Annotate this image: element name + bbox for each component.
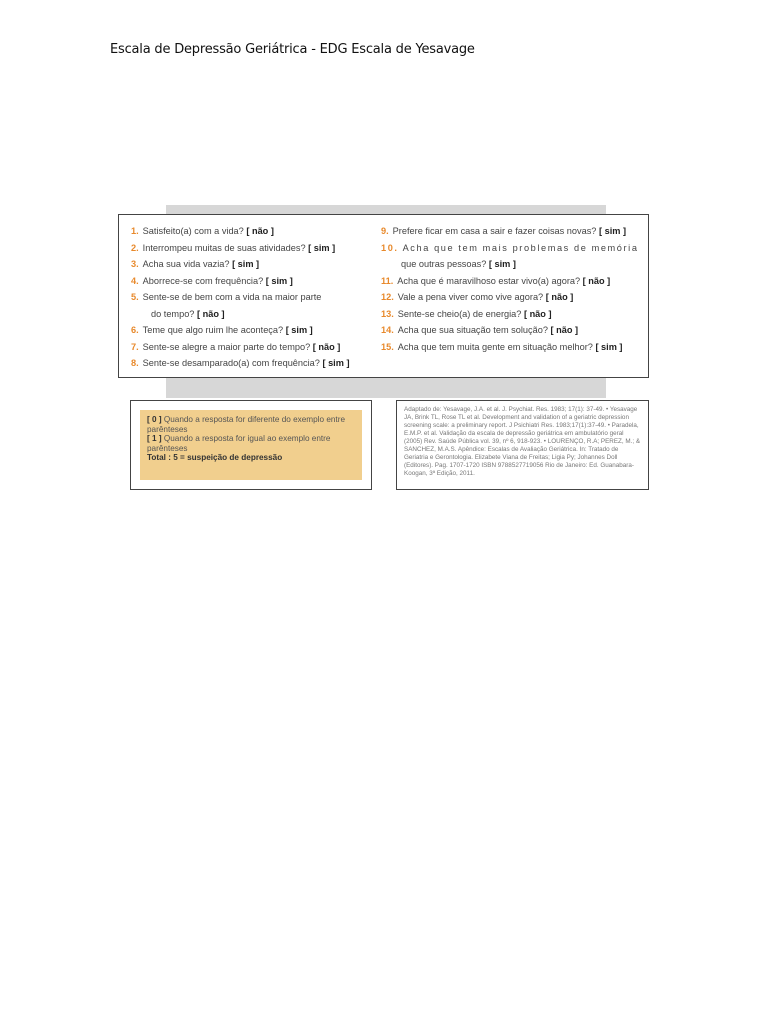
question-item: [131, 240, 381, 257]
question-item: [131, 273, 381, 290]
question-text: Acha que sua situação tem solução?: [397, 325, 548, 335]
reference-box: Adaptado de: Yesavage, J.A. et al. J. Psychiat. Res. 1983; 17(1): 37-49. • Yesavage JA, Brink TL, Rose TL et al. Development and validation of a geriatric depression screening scale: a preliminary report. J Psichiatri Res. 1983;17(1):37-49. • Paradela, E.M.P. et al. Validação da escala de depressão geriátrica em ambulatório geral (2005) Rev. Saúde Pública vol. 39, nº 6, 918-923. • LOURENÇO, R.A; PEREZ, M.; & SANCHEZ, M.A.S. Apêndice: Escalas de Avaliação Geriátrica. In: Tratado de Geriatria e Gerontologia. Elizabete Viana de Freitas; Ligia Py; Johannes Doll (Editores). Pag. 1707-1720 ISBN 9788527719056 Rio de Janeiro: Ed. Guanabara-Koogan, 3ª Edição, 2011.: [396, 400, 649, 490]
question-item: [381, 322, 643, 339]
question-item: [131, 223, 381, 240]
question-text: Acha que tem mais problemas de memória: [402, 242, 639, 253]
question-number: 9.: [381, 226, 389, 236]
question-answer: [ não ]: [582, 275, 611, 286]
question-item: [381, 256, 643, 273]
question-item: [381, 273, 643, 290]
question-item: [131, 289, 381, 306]
question-answer: [ não ]: [312, 341, 341, 352]
scoring-one-code: [ 1 ]: [147, 434, 162, 444]
question-text: que outras pessoas?: [401, 259, 487, 269]
question-number: 5.: [131, 292, 139, 302]
question-number: 6.: [131, 325, 139, 335]
question-text: Sente-se cheio(a) de energia?: [397, 308, 522, 319]
question-answer: [ não ]: [545, 292, 574, 302]
question-answer: [ sim ]: [265, 275, 293, 286]
question-item: [381, 339, 643, 356]
question-text: do tempo?: [151, 308, 195, 319]
question-number: 15.: [381, 341, 394, 352]
scoring-zero-code: [ 0 ]: [147, 415, 162, 424]
question-text: Sente-se desamparado(a) com frequência?: [142, 358, 320, 368]
page-title: Escala de Depressão Geriátrica - EDG Escala de Yesavage: [110, 42, 475, 57]
question-answer: [ sim ]: [598, 226, 627, 236]
question-answer: [ sim ]: [285, 325, 313, 335]
scoring-box: [130, 400, 372, 490]
question-number: 8.: [131, 358, 139, 368]
question-item: [131, 355, 381, 372]
question-text: Acha que tem muita gente em situação melhor?: [397, 341, 593, 352]
scoring-one: [147, 434, 355, 453]
question-text: Sente-se de bem com a vida na maior parte: [142, 292, 322, 302]
question-text: Acha que é maravilhoso estar vivo(a) agora?: [397, 275, 581, 286]
question-item: [381, 306, 643, 323]
question-item: [381, 289, 643, 306]
question-number: 3.: [131, 259, 139, 269]
question-answer: [ não ]: [246, 226, 274, 236]
question-answer: [ sim ]: [595, 341, 623, 352]
questions-box: [118, 214, 649, 378]
question-number: 14.: [381, 325, 394, 335]
question-item: [131, 322, 381, 339]
question-number: 4.: [131, 275, 139, 286]
scoring-one-text: Quando a resposta for igual ao exemplo entre parênteses: [147, 434, 331, 453]
question-item: [131, 306, 381, 323]
question-item: [381, 223, 643, 240]
question-answer: [ não ]: [550, 325, 579, 335]
question-number: 1.: [131, 226, 139, 236]
question-number: 7.: [131, 341, 139, 352]
question-text: Teme que algo ruim lhe aconteça?: [142, 325, 284, 335]
questions-column-right: [381, 223, 643, 355]
question-answer: [ não ]: [196, 308, 225, 319]
question-answer: [ sim ]: [322, 358, 350, 368]
questions-column-left: [131, 223, 381, 372]
question-text: Aborrece-se com frequência?: [142, 275, 264, 286]
question-item: [381, 240, 643, 257]
question-text: Acha sua vida vazia?: [142, 259, 230, 269]
question-number: 11.: [381, 275, 394, 286]
scoring-total: Total : 5 = suspeição de depressão: [147, 453, 283, 463]
question-answer: [ sim ]: [488, 259, 516, 269]
scale-figure: [118, 205, 654, 500]
scoring-legend: [140, 410, 362, 480]
question-text: Prefere ficar em casa a sair e fazer coisas novas?: [392, 226, 597, 236]
scoring-zero: [147, 415, 355, 434]
question-text: Satisfeito(a) com a vida?: [142, 226, 244, 236]
question-number: 13.: [381, 308, 394, 319]
question-text: Interrompeu muitas de suas atividades?: [142, 242, 306, 253]
question-answer: [ não ]: [523, 308, 552, 319]
question-number: 2.: [131, 242, 139, 253]
question-item: [131, 339, 381, 356]
question-number: 12.: [381, 292, 394, 302]
question-item: [131, 256, 381, 273]
question-number: 10.: [381, 242, 399, 253]
question-answer: [ sim ]: [308, 242, 336, 253]
question-text: Sente-se alegre a maior parte do tempo?: [142, 341, 311, 352]
scoring-zero-text: Quando a resposta for diferente do exemplo entre parênteses: [147, 415, 345, 434]
question-answer: [ sim ]: [232, 259, 260, 269]
question-text: Vale a pena viver como vive agora?: [397, 292, 544, 302]
